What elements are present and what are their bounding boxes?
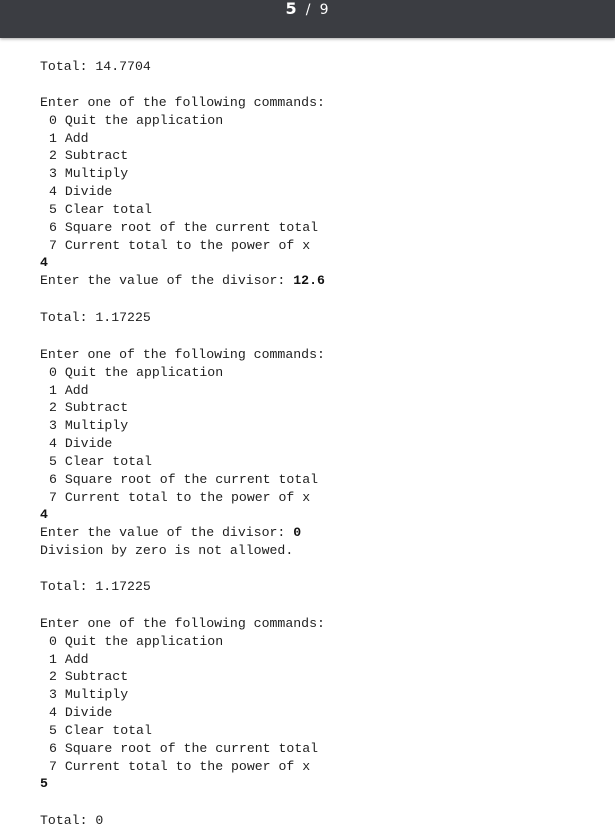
menu-option-line: 0 Quit the application bbox=[49, 113, 224, 128]
prompt-text: Enter the value of the divisor: bbox=[40, 525, 294, 540]
pdf-viewer-toolbar bbox=[0, 0, 615, 38]
total-pages-number: 9 bbox=[319, 2, 330, 18]
prompt-line bbox=[40, 273, 325, 289]
menu-option-line: 1 Add bbox=[49, 652, 89, 667]
page-separator: / bbox=[305, 2, 312, 18]
user-input-line: 4 bbox=[40, 507, 48, 522]
output-line: Total: 14.7704 bbox=[40, 59, 151, 74]
user-input-line: 4 bbox=[40, 255, 48, 270]
menu-option-line: 1 Add bbox=[49, 383, 89, 398]
output-line: Total: 1.17225 bbox=[40, 310, 151, 325]
menu-option-line: 4 Divide bbox=[49, 705, 113, 720]
menu-option-line: 2 Subtract bbox=[49, 148, 129, 163]
output-line: Enter one of the following commands: bbox=[40, 95, 325, 110]
menu-option-line: 3 Multiply bbox=[49, 418, 129, 433]
output-line: Enter one of the following commands: bbox=[40, 616, 325, 631]
menu-option-line: 7 Current total to the power of x bbox=[49, 490, 311, 505]
prompt-line bbox=[40, 525, 301, 541]
menu-option-line: 7 Current total to the power of x bbox=[49, 238, 311, 253]
page-indicator[interactable] bbox=[0, 0, 615, 19]
user-input-value: 0 bbox=[293, 525, 302, 540]
user-input-line: 5 bbox=[40, 776, 48, 791]
menu-option-line: 1 Add bbox=[49, 131, 89, 146]
user-input-value: 12.6 bbox=[293, 273, 325, 288]
output-line: Division by zero is not allowed. bbox=[40, 543, 294, 558]
menu-option-line: 5 Clear total bbox=[49, 202, 152, 217]
menu-option-line: 4 Divide bbox=[49, 184, 113, 199]
output-line: Enter one of the following commands: bbox=[40, 347, 325, 362]
menu-option-line: 6 Square root of the current total bbox=[49, 220, 319, 235]
menu-option-line: 2 Subtract bbox=[49, 669, 129, 684]
menu-option-line: 3 Multiply bbox=[49, 687, 129, 702]
menu-option-line: 0 Quit the application bbox=[49, 634, 224, 649]
current-page-number: 5 bbox=[285, 0, 298, 18]
menu-option-line: 2 Subtract bbox=[49, 400, 129, 415]
menu-option-line: 3 Multiply bbox=[49, 166, 129, 181]
output-line: Total: 0 bbox=[40, 813, 104, 828]
menu-option-line: 0 Quit the application bbox=[49, 365, 224, 380]
menu-option-line: 4 Divide bbox=[49, 436, 113, 451]
menu-option-line: 5 Clear total bbox=[49, 454, 152, 469]
prompt-text: Enter the value of the divisor: bbox=[40, 273, 294, 288]
menu-option-line: 6 Square root of the current total bbox=[49, 741, 319, 756]
menu-option-line: 7 Current total to the power of x bbox=[49, 759, 311, 774]
output-line: Total: 1.17225 bbox=[40, 579, 151, 594]
menu-option-line: 5 Clear total bbox=[49, 723, 152, 738]
menu-option-line: 6 Square root of the current total bbox=[49, 472, 319, 487]
